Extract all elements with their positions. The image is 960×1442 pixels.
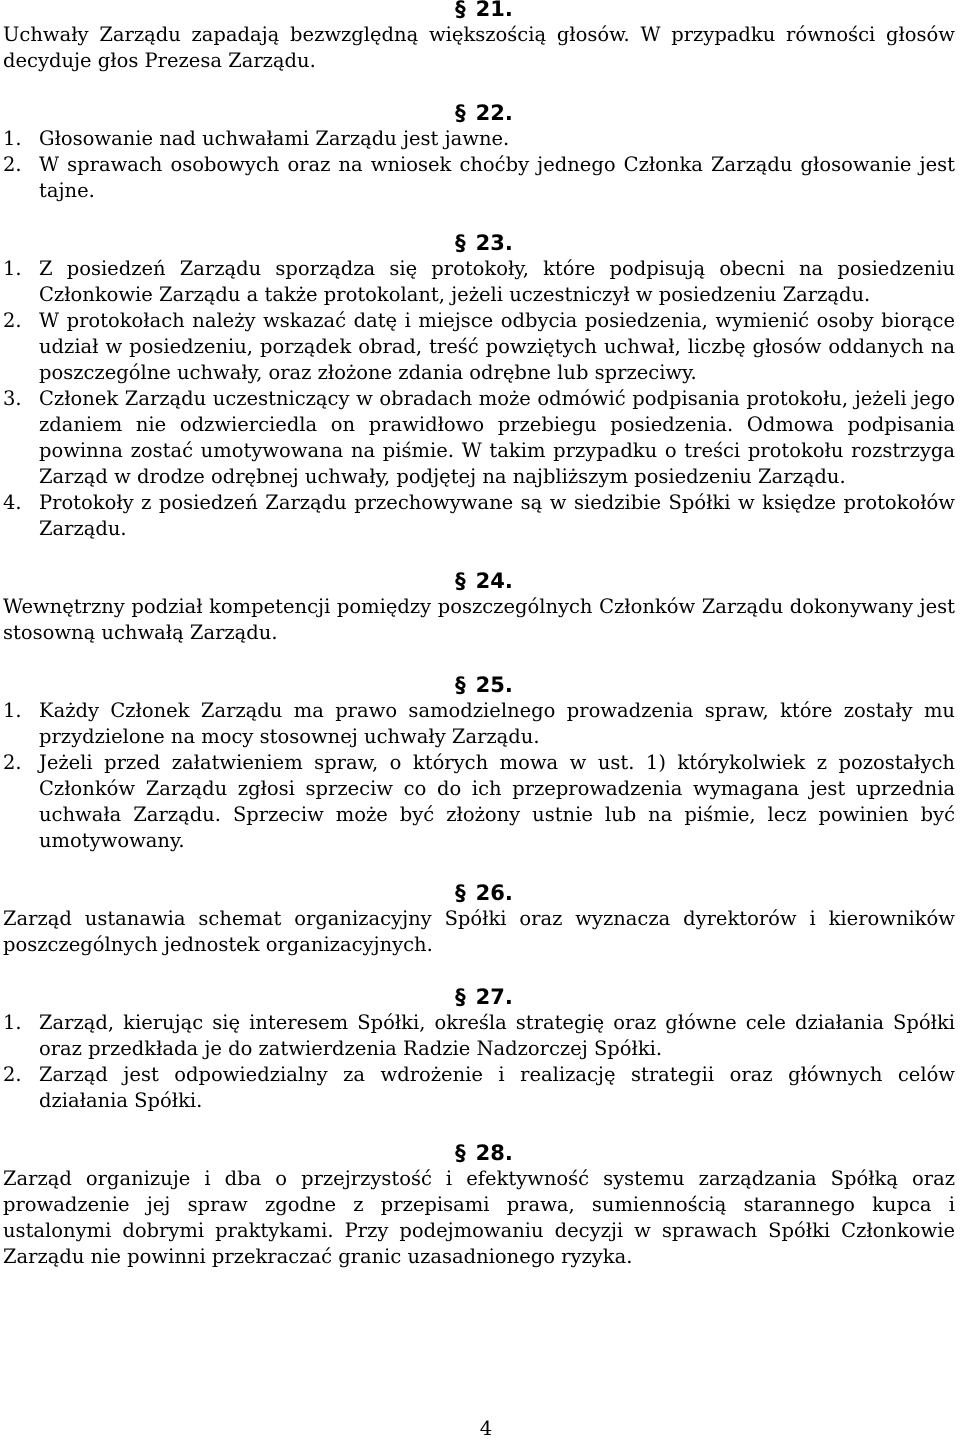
section-sign: § (455, 881, 466, 905)
section-heading (3, 100, 955, 126)
section-heading (3, 0, 955, 22)
section-number: 25. (475, 673, 513, 697)
item-number: 2. (3, 153, 22, 176)
section-24 (3, 568, 955, 646)
section-heading (3, 880, 955, 906)
section-22 (3, 100, 955, 204)
item-number: 1. (3, 699, 22, 722)
item-text: Członek Zarządu uczestniczący w obradach może odmówić podpisania protokołu, jeżeli jego zdaniem nie odzwierciedla on prawidłowo przebiegu posiedzenia. Odmowa podpisania powinna zostać umotywowana na piśmie. W takim przypadku o treści protokołu rozstrzyga Zarząd w drodze odrębnej uchwały, podjętej na najbliższym posiedzeniu Zarządu. (39, 387, 955, 488)
item-text: Głosowanie nad uchwałami Zarządu jest jawne. (39, 127, 510, 150)
list-item (3, 1062, 955, 1114)
section-28 (3, 1140, 955, 1270)
section-paragraph: Zarząd organizuje i dba o przejrzystość i efektywność systemu zarządzania Spółką oraz prowadzenie jej spraw zgodne z przepisami prawa, sumiennością starannego kupca i ustalonymi dobrymi praktykami. Przy podejmowaniu decyzji w sprawach Spółki Członkowie Zarządu nie powinni przekraczać granic uzasadnionego ryzyka. (3, 1167, 955, 1268)
section-heading (3, 568, 955, 594)
list-item (3, 386, 955, 490)
section-number: 27. (475, 985, 513, 1009)
item-number: 1. (3, 1011, 22, 1034)
item-text: Z posiedzeń Zarządu sporządza się protokoły, które podpisują obecni na posiedzeniu Członkowie Zarządu a także protokolant, jeżeli uczestniczył w posiedzeniu Zarządu. (39, 257, 955, 306)
item-text: Zarząd jest odpowiedzialny za wdrożenie i realizację strategii oraz głównych celów działania Spółki. (39, 1063, 955, 1112)
section-sign: § (455, 569, 466, 593)
section-21 (3, 0, 955, 74)
section-gap (3, 958, 955, 984)
list-item (3, 698, 955, 750)
section-heading (3, 672, 955, 698)
item-text: Protokoły z posiedzeń Zarządu przechowywane są w siedzibie Spółki w księdze protokołów Zarządu. (39, 491, 955, 540)
list-item (3, 152, 955, 204)
item-text: Jeżeli przed załatwieniem spraw, o których mowa w ust. 1) którykolwiek z pozostałych Członków Zarządu zgłosi sprzeciw co do ich przeprowadzenia wymagana jest uprzednia uchwała Zarządu. Sprzeciw może być złożony ustnie lub na piśmie, lecz powinien być umotywowany. (39, 751, 955, 852)
section-number: 24. (475, 569, 513, 593)
section-number: 22. (475, 101, 513, 125)
item-text: W sprawach osobowych oraz na wniosek choćby jednego Członka Zarządu głosowanie jest tajne. (39, 153, 955, 202)
section-number: 26. (475, 881, 513, 905)
section-sign: § (455, 101, 466, 125)
section-number: 23. (475, 231, 513, 255)
item-number: 4. (3, 491, 22, 514)
section-27 (3, 984, 955, 1114)
section-gap (3, 74, 955, 100)
document-page (3, 0, 955, 1270)
section-26 (3, 880, 955, 958)
section-gap (3, 204, 955, 230)
section-heading (3, 984, 955, 1010)
section-sign: § (455, 673, 466, 697)
item-text: Zarząd, kierując się interesem Spółki, określa strategię oraz główne cele działania Spółki oraz przedkłada je do zatwierdzenia Radzie Nadzorczej Spółki. (39, 1011, 955, 1060)
section-sign: § (455, 1141, 466, 1165)
section-gap (3, 542, 955, 568)
section-number: 28. (475, 1141, 513, 1165)
item-text: Każdy Członek Zarządu ma prawo samodzielnego prowadzenia spraw, które zostały mu przydzielone na mocy stosownej uchwały Zarządu. (39, 699, 955, 748)
page-number: 4 (479, 1417, 493, 1440)
section-heading (3, 1140, 955, 1166)
section-gap (3, 854, 955, 880)
item-number: 2. (3, 309, 22, 332)
section-heading (3, 230, 955, 256)
item-number: 2. (3, 751, 22, 774)
section-number: 21. (475, 0, 513, 21)
section-sign: § (455, 0, 466, 21)
section-sign: § (455, 231, 466, 255)
list-item (3, 1010, 955, 1062)
item-number: 1. (3, 127, 22, 150)
section-paragraph: Zarząd ustanawia schemat organizacyjny Spółki oraz wyznacza dyrektorów i kierowników poszczególnych jednostek organizacyjnych. (3, 907, 955, 956)
section-paragraph: Wewnętrzny podział kompetencji pomiędzy poszczególnych Członków Zarządu dokonywany jest stosowną uchwałą Zarządu. (3, 595, 955, 644)
list-item (3, 750, 955, 854)
list-item (3, 490, 955, 542)
section-23 (3, 230, 955, 542)
item-number: 2. (3, 1063, 22, 1086)
list-item (3, 308, 955, 386)
section-gap (3, 646, 955, 672)
section-sign: § (455, 985, 466, 1009)
item-number: 3. (3, 387, 22, 410)
section-gap (3, 1114, 955, 1140)
list-item (3, 256, 955, 308)
section-paragraph: Uchwały Zarządu zapadają bezwzględną większością głosów. W przypadku równości głosów decyduje głos Prezesa Zarządu. (3, 23, 955, 72)
item-text: W protokołach należy wskazać datę i miejsce odbycia posiedzenia, wymienić osoby biorące udział w posiedzeniu, porządek obrad, treść powziętych uchwał, liczbę głosów oddanych na poszczególne uchwały, oraz złożone zdania odrębne lub sprzeciwy. (39, 309, 955, 384)
list-item (3, 126, 955, 152)
item-number: 1. (3, 257, 22, 280)
section-25 (3, 672, 955, 854)
